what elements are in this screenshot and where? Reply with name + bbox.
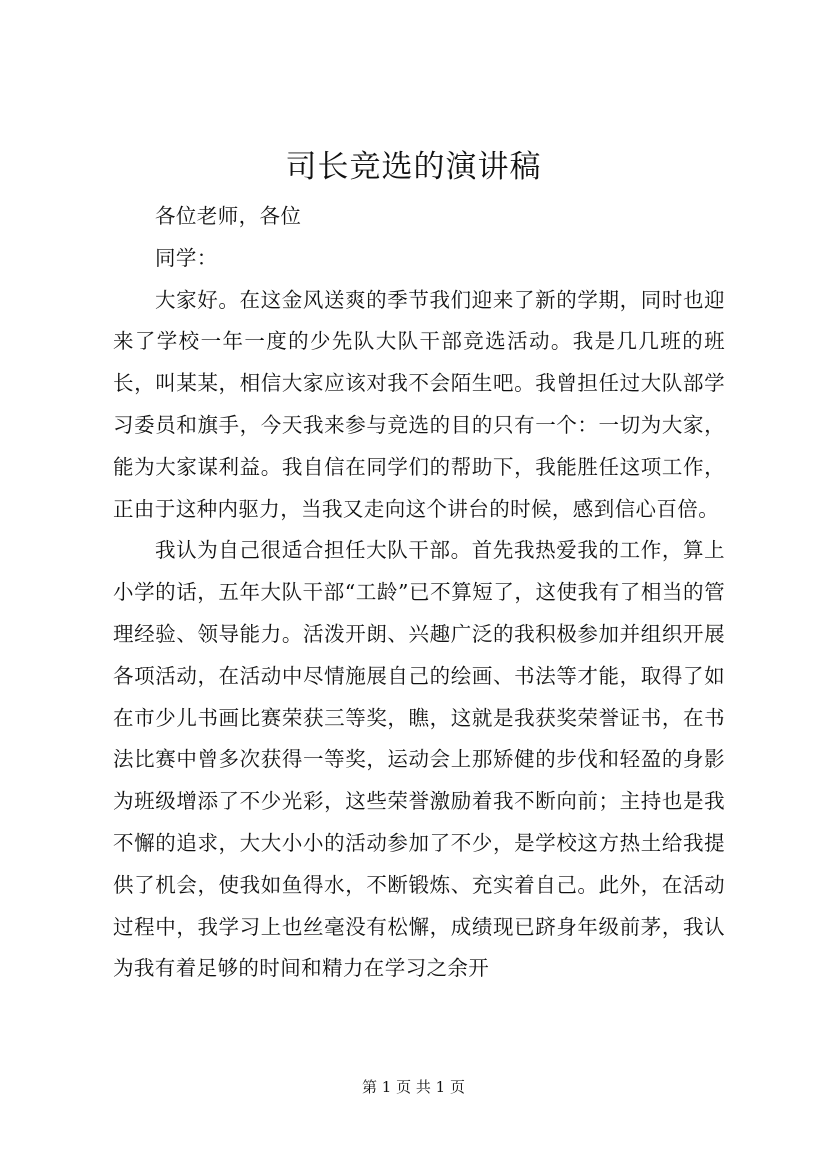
page-number-footer: 第 1 页 共 1 页 — [362, 1078, 465, 1096]
salutation-line: 各位老师，各位 — [155, 204, 302, 228]
document-title: 司长竞选的演讲稿 — [285, 149, 542, 185]
body-paragraph-qualifications: 我认为自己很适合担任大队干部。首先我热爱我的工作，算上小学的话，五年大队干部“工龄”已不算短了，这使我有了相当的管理经验、领导能力。活泼开朗、兴趣广泛的我积极参加并组织开展各项活动，在活动中尽情施展自己的绘画、书法等才能，取得了如在市少儿书画比赛荣获三等奖，瞧，这就是我获奖荣誉证书，在书法比赛中曾多次获得一等奖，运动会上那矫健的步伐和轻盈的身影为班级增添了不少光彩，这些荣誉激励着我不断向前；主持也是我不懈的追求，大大小小的活动参加了不少，是学校这方热土给我提供了机会，使我如鱼得水，不断锻炼、充实着自己。此外，在活动过程中，我学习上也丝毫没有松懈，成绩现已跻身年级前茅，我认为我有着足够的时间和精力在学习之余开 — [113, 538, 725, 981]
salutation-continuation: 同学： — [155, 245, 218, 270]
body-paragraph-greeting: 大家好。在这金风送爽的季节我们迎来了新的学期，同时也迎来了学校一年一度的少先队大队干部竞选活动。我是几几班的班长，叫某某，相信大家应该对我不会陌生吧。我曾担任过大队部学习委员和旗手，今天我来参与竞选的目的只有一个：一切为大家，能为大家谋利益。我自信在同学们的帮助下，我能胜任这项工作，正由于这种内驱力，当我又走向这个讲台的时候，感到信心百倍。 — [113, 287, 725, 521]
document-body — [113, 196, 725, 990]
